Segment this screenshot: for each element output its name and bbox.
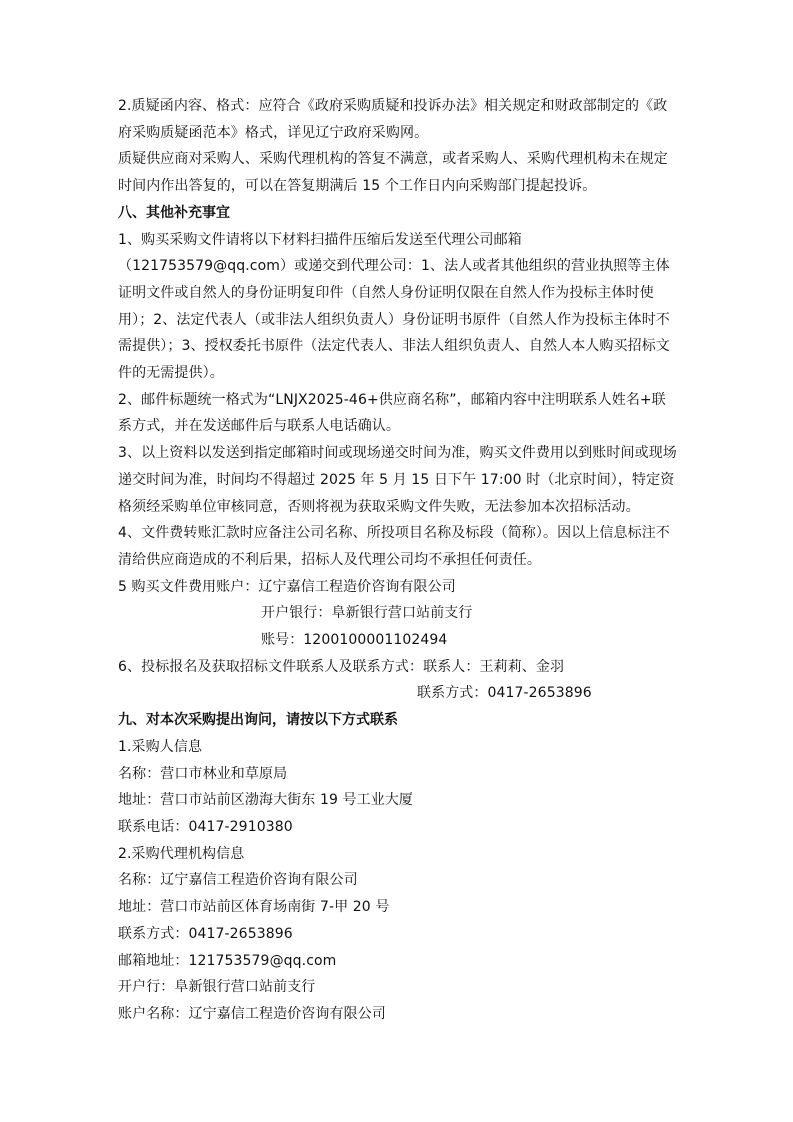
section-8-heading: 八、其他补充事宜 — [118, 204, 230, 221]
remittance-note-paragraph: 4、文件费转账汇款时应备注公司名称、所投项目名称及标段（简称）。因以上信息标注不清给供应商造成的不利后果，招标人及代理公司均不承担任何责任。 — [118, 525, 670, 568]
agency-email: 邮箱地址：121753579@qq.com — [118, 952, 337, 969]
purchaser-info-title: 1.采购人信息 — [118, 738, 203, 755]
agency-name: 名称：辽宁嘉信工程造价咨询有限公司 — [118, 872, 358, 889]
fee-account-number-line: 账号：1200100001102494 — [261, 632, 448, 649]
purchaser-address: 地址：营口市站前区渤海大街东 19 号工业大厦 — [118, 792, 414, 809]
fee-bank-line: 开户银行：阜新银行营口站前支行 — [261, 605, 473, 622]
fee-account-line: 5 购买文件费用账户：辽宁嘉信工程造价咨询有限公司 — [118, 578, 456, 595]
complaint-paragraph: 质疑供应商对采购人、采购代理机构的答复不满意，或者采购人、采购代理机构未在规定时间内作出答复的，可以在答复期满后 15 个工作日内向采购部门提起投诉。 — [118, 151, 668, 195]
contact-phone-line: 联系方式：0417-2653896 — [417, 685, 592, 702]
deadline-paragraph: 3、以上资料以发送到指定邮箱时间或现场递交时间为准，购买文件费用以到账时间或现场递交时间为准，时间均不得超过 2025 年 5 月 15 日下午 17:00 时（北京时间），特定资格须经采购单位审核同意，否则将视为获取采购文件失败，无法参加本次招标活动。 — [118, 445, 677, 515]
challenge-format-paragraph: 2.质疑函内容、格式：应符合《政府采购质疑和投诉办法》相关规定和财政部制定的《政府采购质疑函范本》格式，详见辽宁政府采购网。 — [118, 98, 668, 141]
section-9-heading: 九、对本次采购提出询问，请按以下方式联系 — [118, 712, 398, 729]
email-title-paragraph: 2、邮件标题统一格式为“LNJX2025-46+供应商名称”，邮箱内容中注明联系人姓名+联系方式，并在发送邮件后与联系人电话确认。 — [118, 391, 666, 435]
contact-person-line: 6、投标报名及获取招标文件联系人及联系方式：联系人：王莉莉、金羽 — [118, 658, 565, 675]
document-body — [118, 93, 678, 1028]
purchaser-name: 名称：营口市林业和草原局 — [118, 765, 288, 782]
agency-account-name: 账户名称：辽宁嘉信工程造价咨询有限公司 — [118, 1005, 386, 1022]
purchase-materials-paragraph: 1、购买采购文件请将以下材料扫描件压缩后发送至代理公司邮箱（121753579@qq.com）或递交到代理公司：1、法人或者其他组织的营业执照等主体证明文件或自然人的身份证明复印件（自然人身份证明仅限在自然人作为投标主体时使用）；2、法定代表人（或非法人组织负责人）身份证明书原件（自然人作为投标主体时不需提供）；3、授权委托书原件（法定代表人、非法人组织负责人、自然人本人购买招标文件的无需提供）。 — [118, 231, 670, 382]
agency-phone: 联系方式：0417-2653896 — [118, 925, 293, 942]
agency-bank: 开户行：阜新银行营口站前支行 — [118, 979, 316, 996]
agency-address: 地址：营口市站前区体育场南街 7-甲 20 号 — [118, 899, 390, 916]
purchaser-phone: 联系电话：0417-2910380 — [118, 818, 293, 835]
agency-info-title: 2.采购代理机构信息 — [118, 845, 245, 862]
